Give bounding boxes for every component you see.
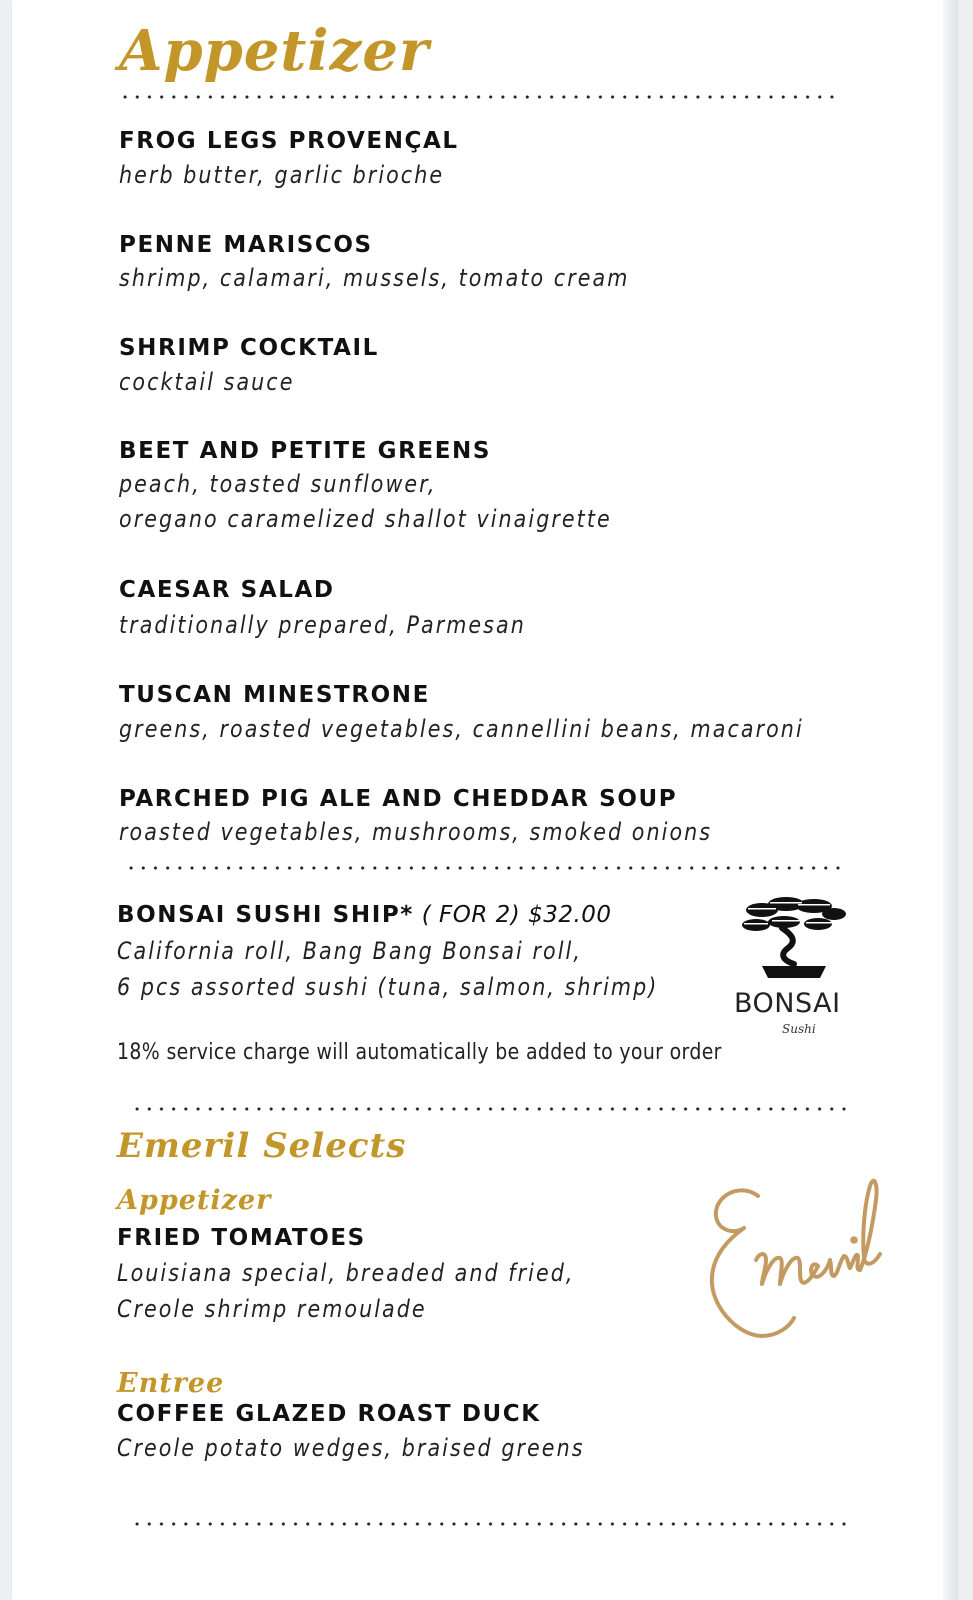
- bonsai-logo-text: BONSAI: [734, 988, 841, 1019]
- divider-dots: [131, 1106, 853, 1112]
- menu-page: [12, 0, 958, 1600]
- menu-item-name: CAESAR SALAD: [119, 577, 335, 603]
- menu-item-name: TUSCAN MINESTRONE: [119, 682, 430, 708]
- menu-item-name: SHRIMP COCKTAIL: [119, 335, 379, 361]
- menu-item-name: PARCHED PIG ALE AND CHEDDAR SOUP: [119, 786, 678, 812]
- divider-dots: [125, 865, 847, 871]
- menu-item-desc: shrimp, calamari, mussels, tomato cream: [119, 264, 630, 292]
- appetizer-title: Appetizer: [119, 18, 430, 84]
- menu-item-desc: Louisiana special, breaded and fried,: [117, 1259, 575, 1287]
- page-edge-shadow: [943, 0, 958, 1600]
- menu-item-name: PENNE MARISCOS: [119, 232, 373, 258]
- menu-item-desc: traditionally prepared, Parmesan: [119, 611, 526, 639]
- menu-item-name: FROG LEGS PROVENÇAL: [119, 128, 459, 154]
- sushi-price: ( FOR 2) $32.00: [413, 902, 612, 928]
- emeril-signature-icon: [700, 1160, 890, 1350]
- menu-item-desc: oregano caramelized shallot vinaigrette: [119, 505, 612, 533]
- sushi-name: BONSAI SUSHI SHIP*: [117, 902, 414, 928]
- menu-item-desc: Creole shrimp remoulade: [117, 1295, 427, 1323]
- menu-item-name: FRIED TOMATOES: [117, 1225, 366, 1251]
- emeril-entree-label: Entree: [117, 1368, 225, 1399]
- sushi-desc: 6 pcs assorted sushi (tuna, salmon, shrimp): [117, 973, 659, 1001]
- service-charge-note: 18% service charge will automatically be added to your order: [117, 1040, 722, 1065]
- divider-dots: [131, 1521, 853, 1527]
- menu-item-desc: roasted vegetables, mushrooms, smoked onions: [119, 818, 713, 846]
- divider-dots: [119, 94, 841, 100]
- menu-item-desc: peach, toasted sunflower,: [119, 470, 437, 498]
- menu-item-desc: cocktail sauce: [119, 368, 295, 396]
- menu-item-name: BEET AND PETITE GREENS: [119, 438, 492, 464]
- menu-item-desc: greens, roasted vegetables, cannellini beans, macaroni: [119, 715, 804, 743]
- menu-item-desc: Creole potato wedges, braised greens: [117, 1434, 585, 1462]
- sushi-item-name: [117, 902, 612, 928]
- menu-item-name: COFFEE GLAZED ROAST DUCK: [117, 1401, 541, 1427]
- emeril-appetizer-label: Appetizer: [117, 1185, 272, 1216]
- sushi-desc: California roll, Bang Bang Bonsai roll,: [117, 937, 582, 965]
- bonsai-logo-subtext: Sushi: [782, 1022, 816, 1036]
- bonsai-logo: [734, 892, 854, 1044]
- emeril-selects-title: Emeril Selects: [117, 1126, 407, 1166]
- menu-item-desc: herb butter, garlic brioche: [119, 161, 445, 189]
- bonsai-tree-icon: [734, 892, 854, 982]
